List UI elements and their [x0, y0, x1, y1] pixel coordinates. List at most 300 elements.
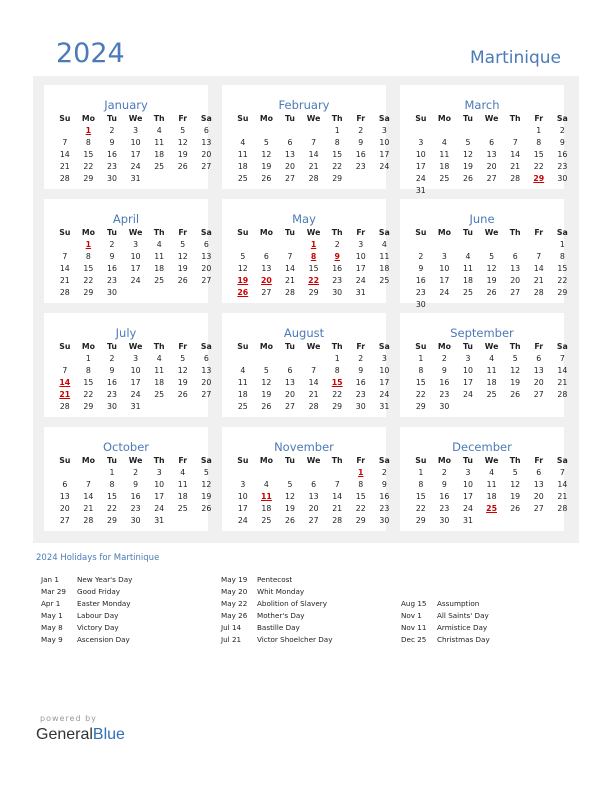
day-cell: 26	[463, 174, 473, 183]
empty-cell	[231, 239, 255, 251]
weekday-header: Fr	[356, 456, 366, 465]
weekday-header: Mo	[259, 228, 273, 237]
day-cell: 30	[355, 402, 366, 411]
day-cell: 28	[557, 504, 568, 513]
day-cell: 8	[85, 252, 91, 261]
weekday-header: We	[306, 114, 321, 123]
weekday-header: Fr	[178, 342, 188, 351]
day-cell: 22	[332, 162, 343, 171]
day-cell: 4	[156, 354, 162, 363]
day-cell: 10	[463, 480, 473, 489]
day-cell: 30	[107, 174, 117, 183]
day-cell: 30	[107, 402, 117, 411]
weekday-header: Sa	[200, 342, 212, 351]
day-cell: 4	[156, 126, 162, 135]
day-cell: 1	[418, 354, 424, 363]
weekday-header: We	[128, 342, 143, 351]
day-cell: 1	[334, 126, 340, 135]
holiday-day: 25	[486, 504, 497, 513]
day-cell: 27	[201, 162, 212, 171]
weekday-header: Th	[331, 114, 343, 123]
day-cell: 7	[287, 252, 293, 261]
holiday-row	[221, 586, 332, 598]
empty-cell	[456, 239, 480, 251]
holiday-name: Labour Day	[77, 611, 119, 620]
day-cell: 2	[559, 126, 565, 135]
empty-cell	[503, 125, 527, 137]
weekday-header: Tu	[462, 342, 473, 351]
day-cell: 15	[533, 150, 544, 159]
day-cell: 28	[332, 516, 343, 525]
holiday-day: 29	[533, 174, 545, 183]
day-cell: 13	[201, 252, 212, 261]
day-cell: 18	[154, 378, 165, 387]
day-cell: 24	[439, 288, 450, 297]
calendar-panel	[33, 76, 579, 543]
weekday-header: Sa	[556, 342, 568, 351]
day-cell: 25	[463, 288, 473, 297]
day-cell: 9	[109, 252, 115, 261]
weekday-header: Su	[237, 342, 249, 351]
weekday-header: Mo	[259, 456, 273, 465]
day-cell: 25	[379, 276, 390, 285]
day-cell: 23	[107, 276, 117, 285]
day-cell: 9	[358, 138, 364, 147]
day-cell: 23	[557, 162, 568, 171]
day-cell: 24	[130, 276, 141, 285]
weekday-header: Mo	[437, 228, 451, 237]
day-cell: 15	[415, 492, 426, 501]
day-cell: 11	[439, 150, 450, 159]
holiday-name: Easter Monday	[77, 599, 131, 608]
holiday-day: 15	[331, 378, 343, 387]
day-cell: 3	[381, 126, 387, 135]
day-cell: 6	[203, 354, 209, 363]
month-name: February	[278, 98, 330, 112]
holiday-name: Pentecost	[257, 575, 293, 584]
day-cell: 4	[156, 240, 162, 249]
weekday-header: Fr	[534, 456, 544, 465]
holiday-day: 21	[59, 390, 71, 399]
empty-cell	[503, 239, 527, 251]
day-cell: 27	[201, 276, 212, 285]
day-cell: 15	[415, 378, 426, 387]
holiday-name: Victory Day	[77, 623, 119, 632]
day-cell: 12	[261, 378, 272, 387]
day-cell: 3	[133, 126, 139, 135]
day-cell: 23	[130, 504, 141, 513]
day-cell: 6	[512, 252, 518, 261]
empty-cell	[255, 125, 279, 137]
day-cell: 6	[311, 480, 317, 489]
day-cell: 5	[203, 468, 209, 477]
day-cell: 21	[557, 378, 568, 387]
day-cell: 7	[512, 138, 518, 147]
day-cell: 12	[510, 480, 521, 489]
day-cell: 28	[308, 174, 319, 183]
day-cell: 26	[177, 276, 188, 285]
day-cell: 13	[201, 138, 212, 147]
day-cell: 22	[83, 276, 94, 285]
day-cell: 19	[177, 264, 188, 273]
day-cell: 8	[334, 366, 340, 375]
holiday-row	[401, 610, 490, 622]
day-cell: 23	[379, 504, 390, 513]
weekday-header: Mo	[81, 114, 95, 123]
holiday-row	[221, 598, 332, 610]
month-name: June	[469, 212, 495, 226]
month-march	[400, 85, 568, 195]
month-january	[44, 85, 212, 189]
day-cell: 23	[107, 390, 117, 399]
empty-cell	[456, 125, 480, 137]
day-cell: 15	[332, 150, 343, 159]
empty-cell	[325, 467, 349, 479]
day-cell: 24	[237, 516, 248, 525]
day-cell: 25	[237, 174, 248, 183]
day-cell: 23	[332, 276, 343, 285]
day-cell: 30	[332, 288, 343, 297]
day-cell: 17	[130, 378, 141, 387]
weekday-header: Tu	[106, 228, 117, 237]
holiday-date: Dec 25	[401, 635, 427, 644]
empty-cell	[527, 239, 551, 251]
day-cell: 12	[177, 252, 188, 261]
day-cell: 17	[379, 378, 390, 387]
day-cell: 17	[463, 378, 473, 387]
weekday-header: Th	[509, 114, 521, 123]
day-cell: 8	[85, 138, 91, 147]
day-cell: 20	[201, 378, 212, 387]
day-cell: 12	[486, 264, 497, 273]
holiday-row	[221, 574, 332, 586]
day-cell: 18	[486, 492, 497, 501]
day-cell: 4	[489, 468, 495, 477]
day-cell: 29	[415, 516, 426, 525]
day-cell: 6	[489, 138, 495, 147]
day-cell: 3	[381, 354, 387, 363]
day-cell: 11	[379, 252, 390, 261]
day-cell: 28	[285, 288, 295, 297]
weekday-header: Sa	[378, 342, 390, 351]
holiday-day: 1	[310, 240, 317, 249]
day-cell: 1	[109, 468, 115, 477]
day-cell: 8	[85, 366, 91, 375]
day-cell: 11	[237, 378, 248, 387]
day-cell: 15	[83, 378, 94, 387]
day-cell: 3	[418, 138, 424, 147]
day-cell: 14	[83, 492, 94, 501]
empty-cell	[255, 239, 279, 251]
day-cell: 9	[559, 138, 565, 147]
weekday-header: Mo	[81, 228, 95, 237]
weekday-header: Su	[59, 228, 71, 237]
holiday-name: Whit Monday	[257, 587, 305, 596]
day-cell: 15	[557, 264, 568, 273]
day-cell: 26	[510, 504, 521, 513]
day-cell: 8	[418, 366, 424, 375]
weekday-header: Tu	[106, 342, 117, 351]
day-cell: 16	[332, 264, 343, 273]
month-name: December	[452, 440, 512, 454]
day-cell: 25	[439, 174, 450, 183]
weekday-header: Tu	[462, 456, 473, 465]
day-cell: 8	[536, 138, 542, 147]
weekday-header: Th	[331, 456, 343, 465]
day-cell: 2	[441, 354, 447, 363]
day-cell: 5	[180, 126, 186, 135]
weekday-header: Sa	[556, 456, 568, 465]
logo-text-blue: Blue	[92, 726, 125, 743]
day-cell: 4	[465, 252, 471, 261]
weekday-header: Mo	[259, 114, 273, 123]
day-cell: 18	[439, 162, 450, 171]
day-cell: 10	[379, 366, 390, 375]
day-cell: 14	[59, 264, 70, 273]
year-title: 2024	[56, 38, 125, 69]
day-cell: 22	[107, 504, 117, 513]
day-cell: 21	[83, 504, 94, 513]
day-cell: 6	[203, 240, 209, 249]
empty-cell	[53, 125, 77, 137]
holiday-name: Victor Shoelcher Day	[257, 635, 333, 644]
holiday-day: 1	[358, 468, 364, 477]
day-cell: 21	[285, 276, 295, 285]
empty-cell	[278, 125, 302, 137]
holiday-day: 14	[59, 378, 71, 387]
weekday-header: Su	[415, 114, 427, 123]
holiday-name: Armistice Day	[437, 623, 488, 632]
weekday-header: We	[484, 456, 499, 465]
holiday-day: 22	[308, 276, 319, 285]
day-cell: 17	[130, 150, 141, 159]
weekday-header: Th	[331, 228, 343, 237]
generalblue-logo[interactable]	[36, 726, 125, 744]
day-cell: 16	[130, 492, 141, 501]
empty-cell	[302, 125, 326, 137]
day-cell: 1	[536, 126, 542, 135]
weekday-header: Tu	[462, 114, 473, 123]
holiday-row	[41, 634, 132, 646]
empty-cell	[53, 353, 77, 365]
holiday-day: 11	[260, 492, 272, 501]
day-cell: 27	[201, 390, 212, 399]
day-cell: 30	[107, 288, 117, 297]
country-title: Martinique	[470, 48, 561, 68]
day-cell: 21	[59, 276, 70, 285]
weekday-header: Sa	[378, 456, 390, 465]
weekday-header: Mo	[81, 342, 95, 351]
empty-cell	[433, 239, 457, 251]
holiday-day: 20	[260, 276, 272, 285]
day-cell: 3	[465, 354, 471, 363]
holiday-column	[401, 598, 490, 646]
holiday-row	[41, 586, 132, 598]
month-grid	[231, 227, 390, 299]
empty-cell	[409, 125, 433, 137]
day-cell: 14	[533, 264, 544, 273]
empty-cell	[480, 125, 504, 137]
day-cell: 5	[240, 252, 246, 261]
day-cell: 23	[107, 162, 117, 171]
day-cell: 23	[415, 288, 426, 297]
day-cell: 21	[59, 162, 70, 171]
day-cell: 1	[85, 354, 91, 363]
weekday-header: Mo	[437, 342, 451, 351]
day-cell: 19	[486, 276, 497, 285]
day-cell: 20	[59, 504, 70, 513]
month-grid	[409, 113, 568, 197]
day-cell: 9	[358, 366, 364, 375]
day-cell: 24	[154, 504, 165, 513]
day-cell: 12	[237, 264, 248, 273]
weekday-header: Th	[509, 228, 521, 237]
weekday-header: Sa	[200, 114, 212, 123]
day-cell: 19	[201, 492, 212, 501]
month-grid	[231, 113, 390, 185]
weekday-header: Sa	[556, 228, 568, 237]
day-cell: 24	[130, 162, 141, 171]
day-cell: 8	[109, 480, 115, 489]
day-cell: 25	[154, 162, 165, 171]
empty-cell	[433, 125, 457, 137]
day-cell: 7	[334, 480, 340, 489]
holiday-row	[221, 610, 332, 622]
day-cell: 10	[439, 264, 450, 273]
weekday-header: Su	[415, 342, 427, 351]
holiday-day: 1	[85, 240, 92, 249]
holiday-row	[41, 610, 132, 622]
day-cell: 21	[510, 162, 521, 171]
holiday-name: Ascension Day	[77, 635, 130, 644]
holiday-date: May 19	[221, 575, 248, 584]
day-cell: 7	[62, 138, 68, 147]
day-cell: 9	[109, 366, 115, 375]
weekday-header: Th	[153, 228, 165, 237]
day-cell: 26	[261, 402, 272, 411]
weekday-header: Th	[153, 456, 165, 465]
day-cell: 13	[308, 492, 319, 501]
day-cell: 19	[510, 378, 521, 387]
day-cell: 27	[261, 288, 272, 297]
day-cell: 31	[154, 516, 165, 525]
day-cell: 7	[62, 366, 68, 375]
day-cell: 8	[418, 480, 424, 489]
logo-text-general: General	[36, 726, 93, 743]
month-august	[222, 313, 390, 417]
day-cell: 26	[177, 162, 188, 171]
day-cell: 23	[439, 504, 450, 513]
day-cell: 12	[177, 366, 188, 375]
day-cell: 27	[510, 288, 521, 297]
weekday-header: Tu	[106, 456, 117, 465]
weekday-header: Mo	[437, 114, 451, 123]
holiday-column	[221, 574, 332, 646]
day-cell: 18	[237, 390, 248, 399]
day-cell: 8	[334, 138, 340, 147]
day-cell: 6	[263, 252, 269, 261]
day-cell: 9	[418, 264, 424, 273]
holiday-date: Nov 1	[401, 611, 422, 620]
day-cell: 26	[177, 390, 188, 399]
day-cell: 14	[557, 366, 568, 375]
day-cell: 25	[154, 390, 165, 399]
day-cell: 10	[130, 138, 141, 147]
holiday-column	[41, 574, 132, 646]
empty-cell	[302, 353, 326, 365]
day-cell: 28	[59, 174, 70, 183]
empty-cell	[278, 467, 302, 479]
day-cell: 18	[177, 492, 188, 501]
day-cell: 14	[308, 150, 319, 159]
day-cell: 31	[130, 402, 141, 411]
day-cell: 2	[358, 126, 364, 135]
holiday-name: Assumption	[437, 599, 480, 608]
holiday-name: Bastille Day	[257, 623, 300, 632]
month-december	[400, 427, 568, 531]
empty-cell	[231, 467, 255, 479]
day-cell: 16	[439, 492, 450, 501]
weekday-header: Sa	[378, 114, 390, 123]
day-cell: 13	[533, 480, 544, 489]
weekday-header: Fr	[356, 114, 366, 123]
day-cell: 27	[285, 402, 295, 411]
day-cell: 24	[463, 504, 473, 513]
day-cell: 28	[59, 288, 70, 297]
day-cell: 22	[533, 162, 544, 171]
month-june	[400, 199, 568, 309]
empty-cell	[278, 239, 302, 251]
day-cell: 20	[308, 504, 319, 513]
day-cell: 18	[261, 504, 272, 513]
day-cell: 17	[439, 276, 450, 285]
day-cell: 11	[154, 138, 165, 147]
day-cell: 23	[439, 390, 450, 399]
holiday-date: May 26	[221, 611, 248, 620]
day-cell: 29	[415, 402, 426, 411]
powered-by-label: powered by	[40, 714, 97, 723]
day-cell: 14	[510, 150, 521, 159]
day-cell: 12	[285, 492, 295, 501]
day-cell: 29	[308, 288, 319, 297]
empty-cell	[255, 353, 279, 365]
month-grid	[231, 341, 390, 413]
day-cell: 17	[379, 150, 390, 159]
day-cell: 25	[237, 402, 248, 411]
day-cell: 16	[107, 264, 117, 273]
holiday-date: Jan 1	[41, 575, 59, 584]
day-cell: 15	[83, 150, 94, 159]
day-cell: 27	[308, 516, 319, 525]
day-cell: 18	[463, 276, 473, 285]
day-cell: 1	[334, 354, 340, 363]
day-cell: 11	[154, 366, 165, 375]
day-cell: 11	[463, 264, 473, 273]
empty-cell	[231, 125, 255, 137]
day-cell: 5	[263, 366, 269, 375]
day-cell: 21	[557, 492, 568, 501]
day-cell: 27	[533, 504, 544, 513]
day-cell: 16	[439, 378, 450, 387]
day-cell: 16	[355, 150, 366, 159]
day-cell: 4	[240, 366, 246, 375]
day-cell: 4	[441, 138, 447, 147]
day-cell: 31	[379, 402, 390, 411]
day-cell: 21	[533, 276, 544, 285]
day-cell: 10	[237, 492, 248, 501]
month-may	[222, 199, 390, 303]
month-september	[400, 313, 568, 417]
